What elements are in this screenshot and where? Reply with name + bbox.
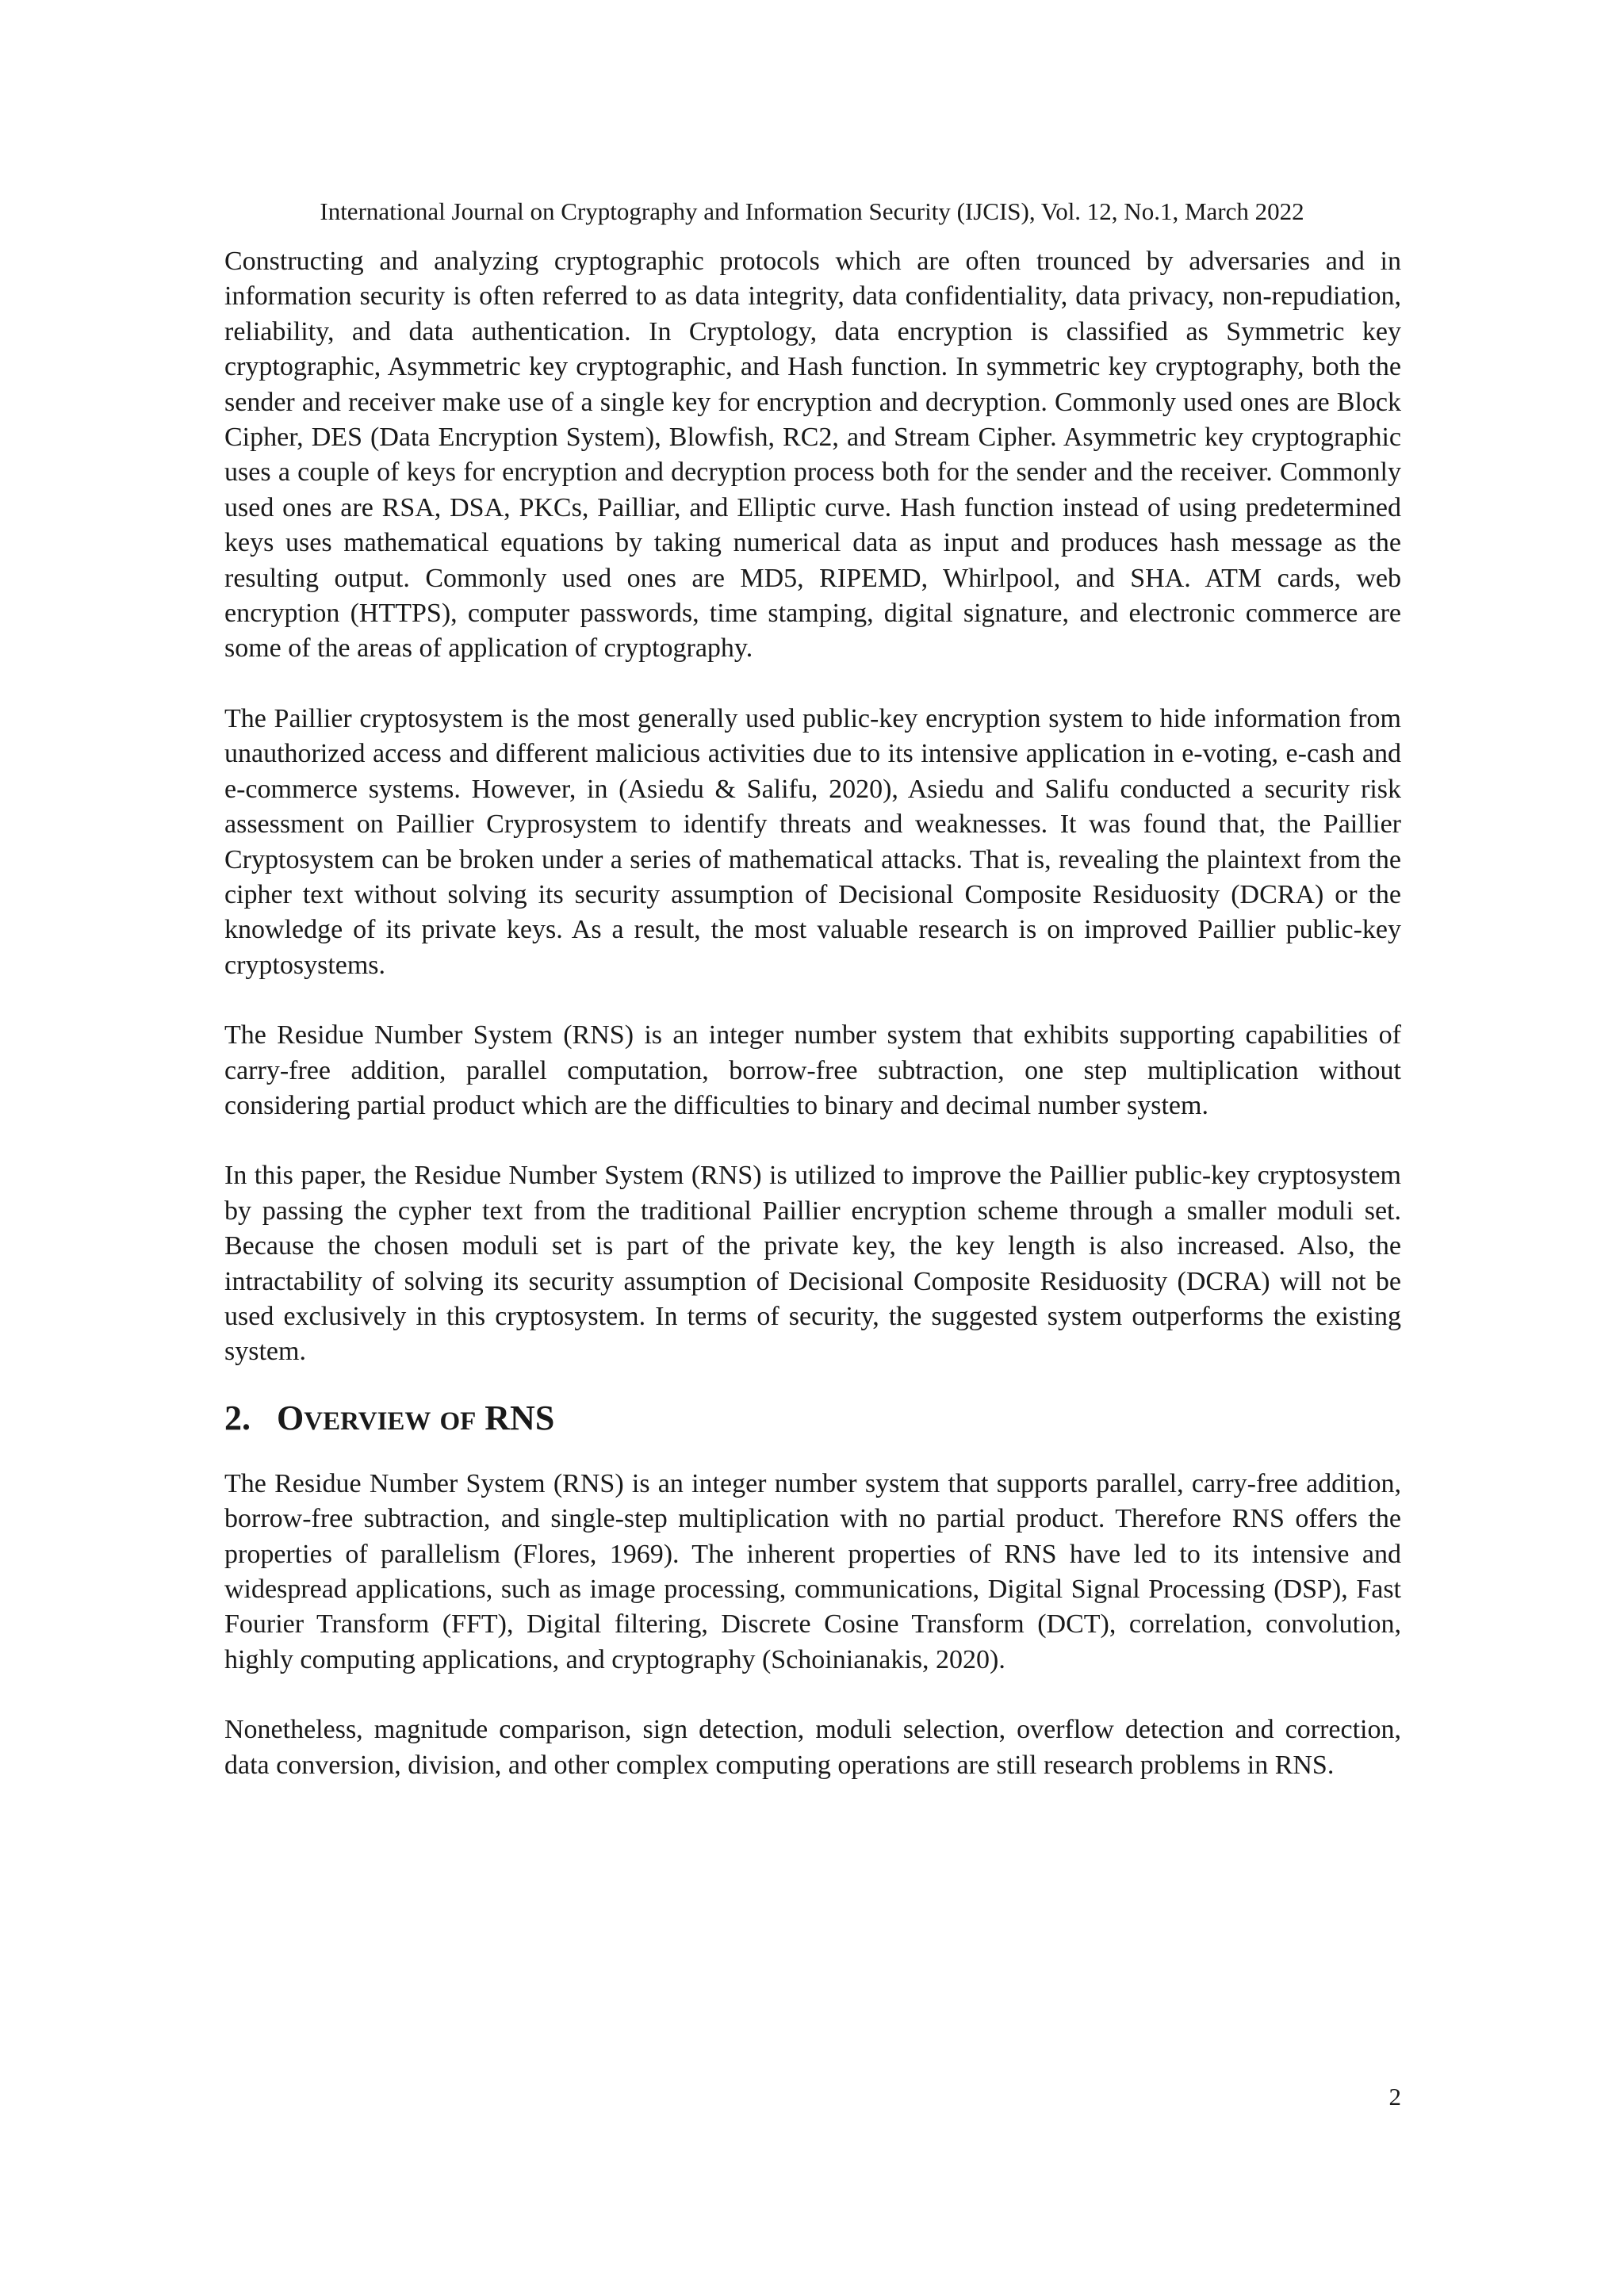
section-title-of: OF [439, 1406, 477, 1436]
paragraph-rns-intro: The Residue Number System (RNS) is an integer number system that exhibits supporting capabilities of carry-free addition, parallel computation, borrow-free subtraction, one step multiplication without considering partial product which are the difficulties to binary and decimal number system. [224, 1020, 1401, 1120]
paragraph-rns-overview: The Residue Number System (RNS) is an integer number system that supports parallel, carry-free addition, borrow-free subtraction, and single-step multiplication with no partial product. Therefore RNS offers the properties of parallelism (Flores, 1969). The inherent properties of RNS have led to its intensive and widespread applications, such as image processing, communications, Digital Signal Processing (DSP), Fast Fourier Transform (FFT), Digital filtering, Discrete Cosine Transform (DCT), correlation, convolution, highly computing applications, and cryptography (Schoinianakis, 2020). [224, 1468, 1401, 1674]
section-number: 2. [224, 1398, 251, 1437]
paragraph-rns-problems: Nonetheless, magnitude comparison, sign detection, moduli selection, overflow detection and correction, data conversion, division, and other complex computing operations are still research problems in RNS. [224, 1715, 1401, 1780]
section-heading-overview-of-rns [224, 1397, 1401, 1443]
section-title-verview: VERVIEW [304, 1406, 431, 1436]
paragraph-paillier: The Paillier cryptosystem is the most generally used public-key encryption system to hide information from unauthorized access and different malicious activities due to its intensive application in e-voting, e-cash and e-commerce systems. However, in (Asiedu & Salifu, 2020), Asiedu and Salifu conducted a security risk assessment on Paillier Cryprosystem to identify threats and weaknesses. It was found that, the Paillier Cryptosystem can be broken under a series of mathematical attacks. That is, revealing the plaintext from the cipher text without solving its security assumption of Decisional Composite Residuosity (DCRA) or the knowledge of its private keys. As a result, the most valuable research is on improved Paillier public-key cryptosystems. [224, 703, 1401, 980]
page-number: 2 [1388, 2083, 1401, 2110]
section-title-rns: RNS [485, 1398, 555, 1437]
page-content [224, 244, 1401, 1783]
running-header: International Journal on Cryptography and Information Security (IJCIS), Vol. 12, No.1, March 2022 [320, 197, 1304, 225]
section-title-o: O [277, 1398, 304, 1437]
paragraph-cryptography-intro: Constructing and analyzing cryptographic protocols which are often trounced by adversaries and in information security is often referred to as data integrity, data confidentiality, data privacy, non-repudiation, reliability, and data authentication. In Cryptology, data encryption is classified as Symmetric key cryptographic, Asymmetric key cryptographic, and Hash function. In symmetric key cryptography, both the sender and receiver make use of a single key for encryption and decryption. Commonly used ones are Block Cipher, DES (Data Encryption System), Blowfish, RC2, and Stream Cipher. Asymmetric key cryptographic uses a couple of keys for encryption and decryption process both for the sender and the receiver. Commonly used ones are RSA, DSA, PKCs, Pailliar, and Elliptic curve. Hash function instead of using predetermined keys uses mathematical equations by taking numerical data as input and produces hash message as the resulting output. Commonly used ones are MD5, RIPEMD, Whirlpool, and SHA. ATM cards, web encryption (HTTPS), computer passwords, time stamping, digital signature, and electronic commerce are some of the areas of application of cryptography. [224, 247, 1401, 664]
paragraph-paper-contribution: In this paper, the Residue Number System (RNS) is utilized to improve the Paillier public-key cryptosystem by passing the cypher text from the traditional Paillier encryption scheme through a smaller moduli set. Because the chosen moduli set is part of the private key, the key length is also increased. Also, the intractability of solving its security assumption of Decisional Composite Residuosity (DCRA) will not be used exclusively in this cryptosystem. In terms of security, the suggested system outperforms the existing system. [224, 1161, 1401, 1367]
